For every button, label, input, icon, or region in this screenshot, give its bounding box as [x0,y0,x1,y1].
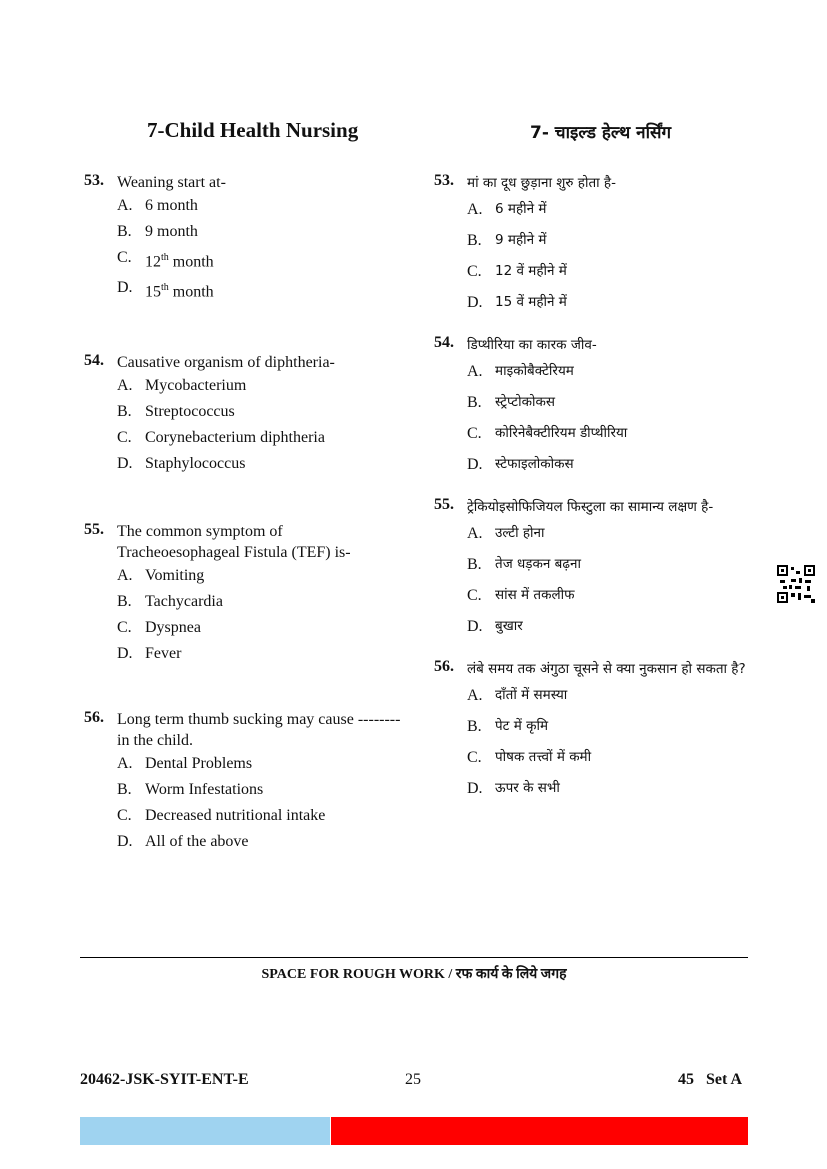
question-number: 55. [434,496,454,513]
question-text: Causative organism of diphtheria- [117,353,335,371]
footer-bar-blue [80,1117,330,1145]
option-suffix: month [168,283,214,301]
option-text [495,773,560,804]
option-superscript: th [161,252,169,263]
option-letter: A. [467,201,483,218]
option-text-main: Vomiting [145,566,205,584]
option-a [117,373,404,399]
question-56 [84,709,404,855]
option-c [467,256,754,287]
option-letter: A. [467,687,483,704]
option-a [467,356,754,387]
option-text-main: पेट में कृमि [495,718,549,734]
footer-bar-red [331,1117,748,1145]
option-letter: D. [117,279,133,297]
option-letter: D. [467,618,483,635]
option-a [467,680,754,711]
option-text [495,194,546,225]
option-letter: B. [117,223,132,240]
question-text: ट्रेकियोइसोफिजियल फिस्टुला का सामान्य लक्षण है- [467,499,714,515]
option-text [145,275,214,305]
option-text [145,245,214,275]
option-text-main: Dental Problems [145,754,253,772]
option-text [495,356,574,387]
option-suffix: month [168,253,214,271]
option-text-main: Mycobacterium [145,376,247,394]
option-text [145,751,252,777]
option-text [495,742,591,773]
question-number: 56. [434,658,454,675]
option-text-main: दाँतों में समस्या [495,687,568,703]
option-b [467,225,754,256]
option-text-main: 12 [145,253,161,271]
option-b [117,219,404,245]
rough-work-label: SPACE FOR ROUGH WORK / रफ कार्य के लिये जगह [261,967,567,982]
option-text-main: Streptococcus [145,402,235,420]
option-letter: C. [467,263,482,280]
option-text [145,425,325,451]
option-c [117,615,404,641]
option-c [467,742,754,773]
question-text: मां का दूध छुड़ाना शुरु होता है- [467,175,616,191]
question-55 [84,521,404,667]
option-b [117,589,404,615]
rough-work-divider [80,957,748,958]
option-letter: D. [117,832,133,850]
option-text-main: Decreased nutritional intake [145,806,326,824]
option-text [145,399,235,425]
option-letter: B. [467,718,482,735]
option-text [145,219,198,245]
option-d [117,641,404,667]
option-d [117,275,404,305]
option-a [117,563,404,589]
question-number: 54. [434,334,454,351]
option-letter: B. [117,780,132,798]
question-text: Long term thumb sucking may cause -------- in the child. [117,710,401,749]
option-letter: D. [117,454,133,472]
option-letter: A. [467,363,483,380]
option-text-main: Worm Infestations [145,780,264,798]
option-text [495,680,567,711]
option-text [145,777,263,803]
option-d [467,611,754,642]
option-text-main: 6 month [145,197,198,214]
option-b [467,387,754,418]
option-letter: B. [467,394,482,411]
question-53 [434,172,754,318]
question-54 [84,352,404,477]
option-text [495,518,545,549]
option-text [495,287,567,318]
question-text: Weaning start at- [117,174,226,191]
option-text [145,451,245,477]
option-a [117,193,404,219]
option-letter: A. [117,754,133,772]
option-letter: A. [117,376,133,394]
option-letter: A. [117,197,133,214]
option-c [117,803,404,829]
option-text-main: पोषक तत्त्वों में कमी [495,749,592,765]
question-53 [84,172,404,306]
option-text-main: 9 month [145,223,198,240]
option-text [495,387,555,418]
option-b [117,777,404,803]
option-letter: C. [467,749,482,766]
qr-code-icon [777,565,815,603]
set-label: 45 Set A [678,1071,742,1088]
option-text [145,615,201,641]
option-c [467,418,754,449]
option-letter: B. [117,592,132,610]
option-letter: B. [117,402,132,420]
option-letter: B. [467,556,482,573]
option-d [467,773,754,804]
question-54 [434,334,754,480]
option-c [117,425,404,451]
option-d [467,449,754,480]
option-b [467,711,754,742]
section-title-english: 7-Child Health Nursing [147,118,359,142]
option-a [467,194,754,225]
option-text-main: 12 वें महीने में [495,263,567,279]
option-text-main: स्टेफाइलोकोकस [495,456,574,472]
option-text-main: Tachycardia [145,592,223,610]
option-text-main: 6 महीने में [495,201,547,217]
english-questions-column [84,172,404,855]
option-letter: C. [467,425,482,442]
option-letter: C. [117,618,132,636]
option-text-main: Staphylococcus [145,454,246,472]
option-text-main: 15 [145,283,161,301]
option-text-main: Fever [145,644,182,662]
option-text-main: माइकोबैक्टेरियम [495,363,574,379]
question-number: 54. [84,351,104,369]
option-letter: D. [117,644,133,662]
option-text [145,829,249,855]
option-text-main: सांस में तकलीफ [495,587,575,603]
question-number: 53. [84,172,104,189]
option-text [495,449,574,480]
option-letter: C. [117,249,132,266]
option-text-main: Dyspnea [145,618,201,636]
option-text-main: स्ट्रेप्टोकोकस [495,394,555,410]
option-text [495,580,575,611]
option-a [117,751,404,777]
option-d [117,451,404,477]
option-b [117,399,404,425]
option-text-main: ऊपर के सभी [495,780,560,796]
question-text: लंबे समय तक अंगुठा चूसने से क्या नुकसान हो सकता है? [467,661,746,677]
option-d [117,829,404,855]
option-text-main: Corynebacterium diphtheria [145,428,325,446]
option-text [145,193,198,219]
question-number: 55. [84,520,104,538]
question-number: 53. [434,172,454,189]
section-title-hindi: 7- चाइल्ड हेल्थ नर्सिंग [530,123,672,143]
option-text-main: बुखार [495,618,523,634]
option-text [495,225,546,256]
option-text-main: उल्टी होना [495,525,545,541]
option-d [467,287,754,318]
question-text: डिप्थीरिया का कारक जीव- [467,337,597,353]
page-number: 25 [405,1071,421,1088]
option-text [495,611,523,642]
option-letter: D. [467,456,483,473]
question-number: 56. [84,708,104,726]
option-superscript: th [161,282,169,294]
option-c [117,245,404,275]
option-letter: A. [117,566,133,584]
option-text [145,589,223,615]
option-text [145,803,325,829]
option-text-main: कोरिनेबैक्टीरियम डीप्थीरिया [495,425,628,441]
option-letter: C. [117,806,132,824]
option-text [145,563,204,589]
question-56 [434,658,754,804]
option-letter: D. [467,294,483,311]
option-letter: D. [467,780,483,797]
option-a [467,518,754,549]
option-text-main: तेज धड़कन बढ़ना [495,556,581,572]
option-letter: B. [467,232,482,249]
option-c [467,580,754,611]
option-text [495,256,567,287]
option-letter: C. [467,587,482,604]
option-letter: C. [117,428,132,446]
option-text-main: 15 वें महीने में [495,294,567,310]
hindi-questions-column [434,172,754,804]
option-text [145,373,246,399]
option-text-main: 9 महीने में [495,232,547,248]
option-text-main: All of the above [145,832,249,850]
question-55 [434,496,754,642]
paper-code: 20462-JSK-SYIT-ENT-E [80,1071,249,1088]
option-text [145,641,181,667]
option-text [495,549,581,580]
option-letter: A. [467,525,483,542]
option-text [495,711,548,742]
option-text [495,418,627,449]
question-text: The common symptom of Tracheoesophageal Fistula (TEF) is- [117,522,351,561]
option-b [467,549,754,580]
